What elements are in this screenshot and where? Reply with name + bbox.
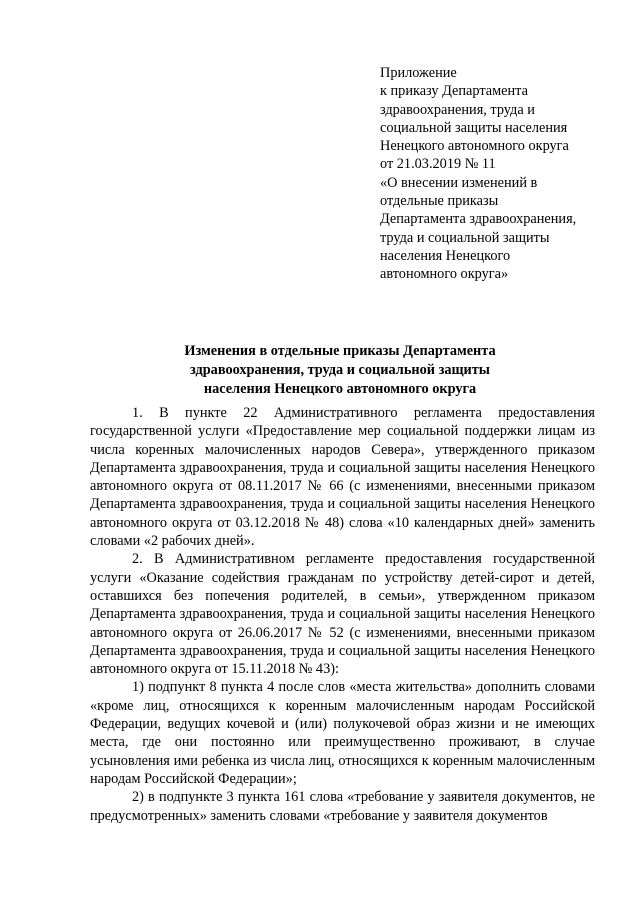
title-line: населения Ненецкого автономного округа xyxy=(203,381,477,397)
appendix-line: здравоохранения, труда и xyxy=(380,101,535,118)
title-line: Изменения в отдельные приказы Департамента xyxy=(184,343,496,359)
title-line: здравоохранения, труда и социальной защиты xyxy=(190,362,490,378)
body-paragraph: 2. В Административном регламенте предоставления государственной услуги «Оказание содействия гражданам по устройству детей-сирот и детей, оставшихся без попечения родителей, в семьи», утвержденном приказом Департамента здравоохранения, труда и социальной защиты населения Ненецкого автономного округа от 26.06.2017 № 52 (с изменениями, внесенными приказом Департамента здравоохранения, труда и социальной защиты населения Ненецкого автономного округа от 15.11.2018 № 43): xyxy=(90,551,595,678)
document-title xyxy=(100,342,580,399)
appendix-line: отдельные приказы xyxy=(380,193,499,210)
appendix-line: населения Ненецкого xyxy=(380,247,511,264)
appendix-line: Департамента здравоохранения, xyxy=(380,211,577,228)
appendix-line: Приложение xyxy=(380,65,457,81)
appendix-header xyxy=(380,64,620,284)
appendix-line: автономного округа» xyxy=(380,266,509,283)
body-paragraph: 1) подпункт 8 пункта 4 после слов «места жительства» дополнить словами «кроме лиц, относящихся к коренным малочисленным народам Российской Федерации, ведущих кочевой и (или) полукочевой образ жизни и не имеющих места, где они постоянно или преимущественно проживают, в случае усыновления ими ребенка из числа лиц, относящихся к коренным малочисленным народам Российской Федерации»; xyxy=(90,679,595,787)
body-paragraph: 2) в подпункте 3 пункта 161 слова «требование у заявителя документов, не предусмотренных» заменить словами «требование у заявителя документов xyxy=(90,789,595,824)
body-paragraph: 1. В пункте 22 Административного регламента предоставления государственной услуги «Предоставление мер социальной поддержки лицам из числа коренных малочисленных народов Севера», утвержденного приказом Департамента здравоохранения, труда и социальной защиты населения Ненецкого автономного округа от 08.11.2017 № 66 (с изменениями, внесенными приказом Департамента здравоохранения, труда и социальной защиты населения Ненецкого автономного округа от 03.12.2018 № 48) слова «10 календарных дней» заменить словами «2 рабочих дней». xyxy=(90,405,595,550)
appendix-line: «О внесении изменений в xyxy=(380,174,538,191)
appendix-line: Ненецкого автономного округа xyxy=(380,138,569,155)
appendix-line: от 21.03.2019 № 11 xyxy=(380,156,496,173)
appendix-line: труда и социальной защиты xyxy=(380,229,550,246)
appendix-line: к приказу Департамента xyxy=(380,83,528,100)
appendix-line: социальной защиты населения xyxy=(380,119,568,136)
document-body xyxy=(90,404,595,825)
